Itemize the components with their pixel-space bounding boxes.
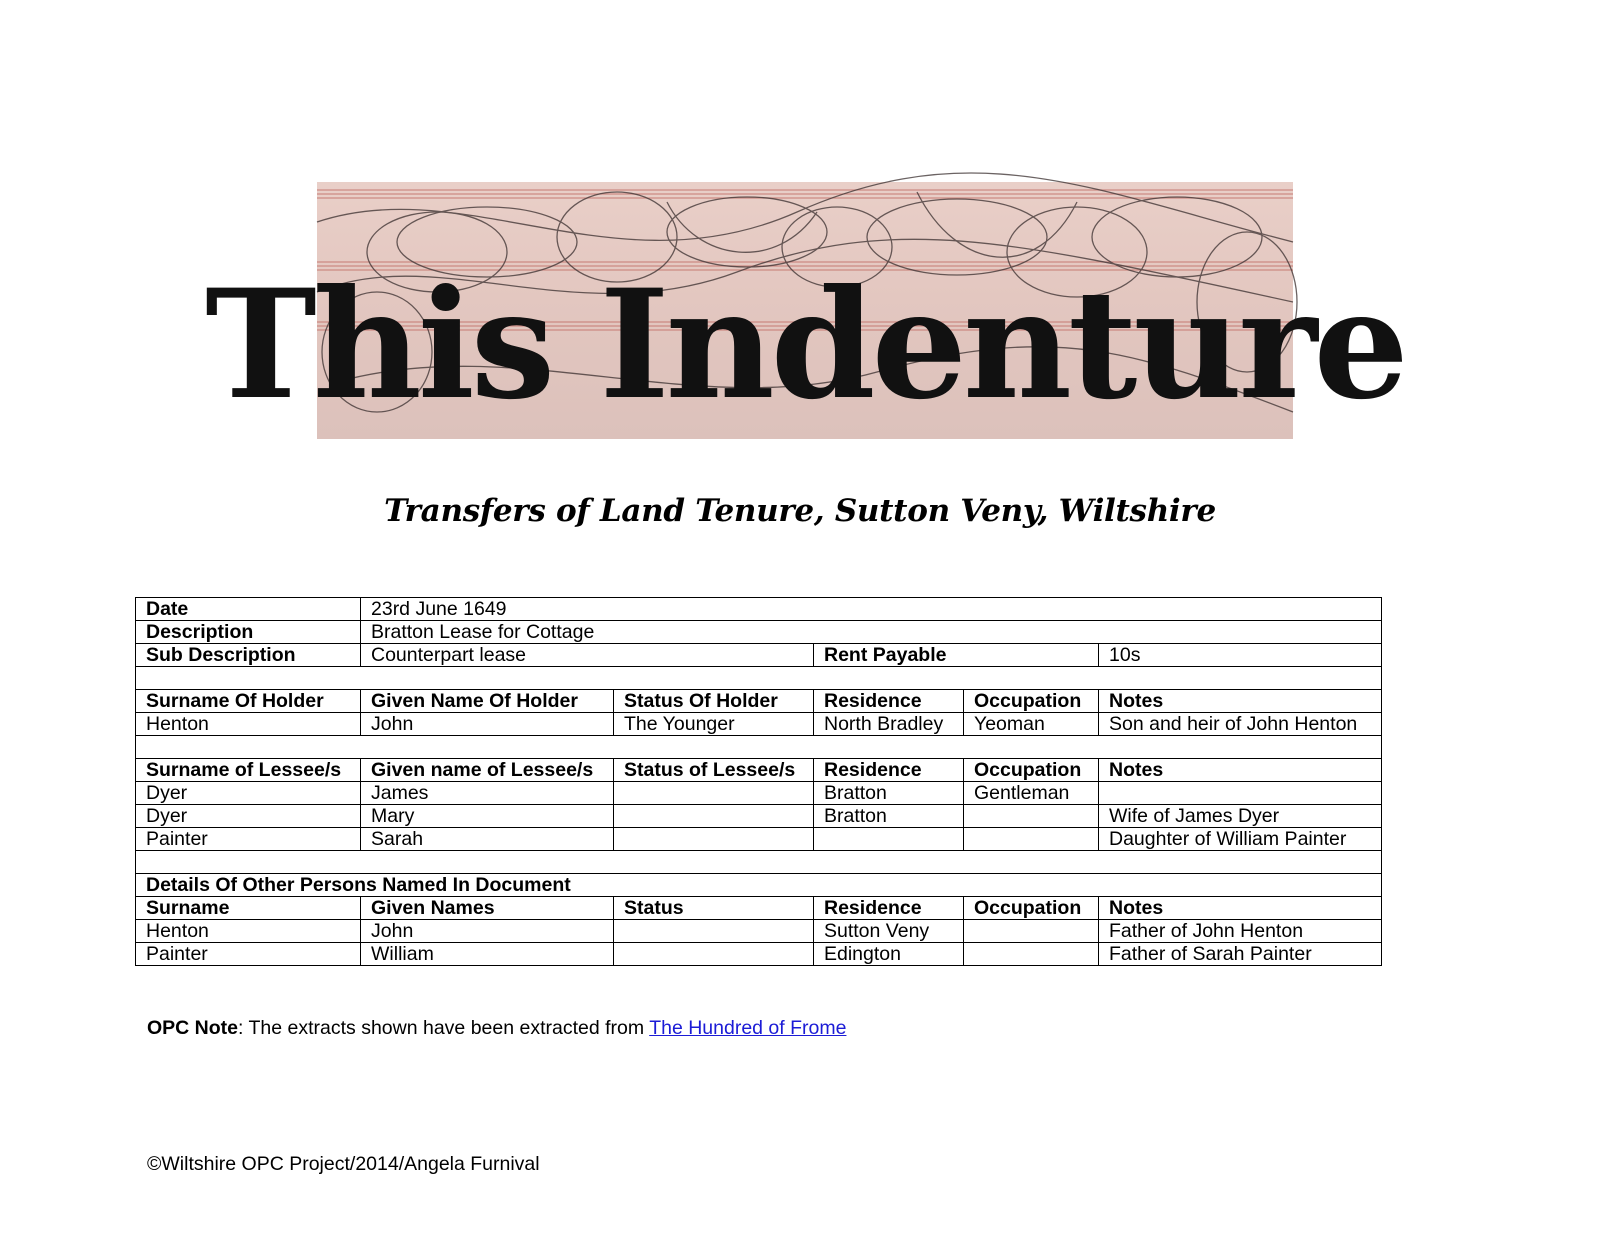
others-cell: Father of Sarah Painter — [1099, 943, 1382, 966]
lessee-cell — [614, 828, 814, 851]
table-row — [136, 805, 1382, 828]
lessee-cell — [964, 805, 1099, 828]
lessee-cell: Gentleman — [964, 782, 1099, 805]
lessee-cell: Bratton — [814, 782, 964, 805]
others-header-row — [136, 897, 1382, 920]
holder-header-cell: Status Of Holder — [614, 690, 814, 713]
holder-header-cell: Residence — [814, 690, 964, 713]
header-banner-image — [205, 182, 1405, 439]
holder-cell: Henton — [136, 713, 361, 736]
hundred-of-frome-link[interactable]: The Hundred of Frome — [649, 1017, 847, 1039]
lessee-cell: Wife of James Dyer — [1099, 805, 1382, 828]
spacer-cell — [136, 667, 1382, 690]
opc-note — [147, 1017, 846, 1040]
others-section-title: Details Of Other Persons Named In Document — [136, 874, 1382, 897]
copyright-footer: ©Wiltshire OPC Project/2014/Angela Furnival — [147, 1153, 540, 1175]
description-label: Description — [136, 621, 361, 644]
spacer-row — [136, 667, 1382, 690]
others-cell: John — [361, 920, 614, 943]
others-cell: Edington — [814, 943, 964, 966]
lessee-cell: Sarah — [361, 828, 614, 851]
holder-cell: John — [361, 713, 614, 736]
table-row — [136, 920, 1382, 943]
description-value: Bratton Lease for Cottage — [361, 621, 1382, 644]
lessee-cell: Daughter of William Painter — [1099, 828, 1382, 851]
page-title: Transfers of Land Tenure, Sutton Veny, Wiltshire — [384, 493, 1216, 529]
lessee-cell: Painter — [136, 828, 361, 851]
sub-description-row — [136, 644, 1382, 667]
others-header-cell: Status — [614, 897, 814, 920]
opc-note-label: OPC Note — [147, 1017, 239, 1039]
lessee-cell: Dyer — [136, 782, 361, 805]
sub-description-value: Counterpart lease — [361, 644, 814, 667]
holder-cell: Son and heir of John Henton — [1099, 713, 1382, 736]
table-row — [136, 943, 1382, 966]
lessee-cell — [614, 782, 814, 805]
holder-header-cell: Notes — [1099, 690, 1382, 713]
opc-note-text: : The extracts shown have been extracted from — [238, 1017, 650, 1039]
others-cell: William — [361, 943, 614, 966]
description-row — [136, 621, 1382, 644]
holder-cell: The Younger — [614, 713, 814, 736]
date-label: Date — [136, 598, 361, 621]
lessee-header-cell: Given name of Lessee/s — [361, 759, 614, 782]
sub-description-label: Sub Description — [136, 644, 361, 667]
others-header-cell: Given Names — [361, 897, 614, 920]
banner-lettering: This Indenture — [205, 257, 1405, 433]
table-row — [136, 782, 1382, 805]
others-cell — [964, 943, 1099, 966]
lessee-header-cell: Notes — [1099, 759, 1382, 782]
lessee-header-cell: Status of Lessee/s — [614, 759, 814, 782]
others-header-cell: Occupation — [964, 897, 1099, 920]
lessee-cell — [614, 805, 814, 828]
others-cell — [614, 943, 814, 966]
lessee-cell: Mary — [361, 805, 614, 828]
lessee-cell: Dyer — [136, 805, 361, 828]
others-cell — [614, 920, 814, 943]
rent-payable-label: Rent Payable — [814, 644, 1099, 667]
spacer-cell — [136, 736, 1382, 759]
lessee-header-cell: Occupation — [964, 759, 1099, 782]
holder-header-row — [136, 690, 1382, 713]
lessee-header-row — [136, 759, 1382, 782]
holder-header-cell: Occupation — [964, 690, 1099, 713]
others-header-cell: Notes — [1099, 897, 1382, 920]
others-section-row — [136, 874, 1382, 897]
others-header-cell: Surname — [136, 897, 361, 920]
holder-cell: Yeoman — [964, 713, 1099, 736]
holder-cell: North Bradley — [814, 713, 964, 736]
lessee-header-cell: Surname of Lessee/s — [136, 759, 361, 782]
spacer-cell — [136, 851, 1382, 874]
others-cell: Painter — [136, 943, 361, 966]
lessee-cell: Bratton — [814, 805, 964, 828]
table-row — [136, 828, 1382, 851]
lessee-cell — [814, 828, 964, 851]
spacer-row — [136, 736, 1382, 759]
date-value: 23rd June 1649 — [361, 598, 1382, 621]
others-cell: Sutton Veny — [814, 920, 964, 943]
lessee-cell — [964, 828, 1099, 851]
lessee-header-cell: Residence — [814, 759, 964, 782]
lessee-cell — [1099, 782, 1382, 805]
others-cell: Henton — [136, 920, 361, 943]
lessee-cell: James — [361, 782, 614, 805]
others-cell: Father of John Henton — [1099, 920, 1382, 943]
others-header-cell: Residence — [814, 897, 964, 920]
rent-payable-value: 10s — [1099, 644, 1382, 667]
holder-header-cell: Surname Of Holder — [136, 690, 361, 713]
record-table — [135, 597, 1382, 966]
date-row — [136, 598, 1382, 621]
others-cell — [964, 920, 1099, 943]
spacer-row — [136, 851, 1382, 874]
holder-header-cell: Given Name Of Holder — [361, 690, 614, 713]
table-row — [136, 713, 1382, 736]
